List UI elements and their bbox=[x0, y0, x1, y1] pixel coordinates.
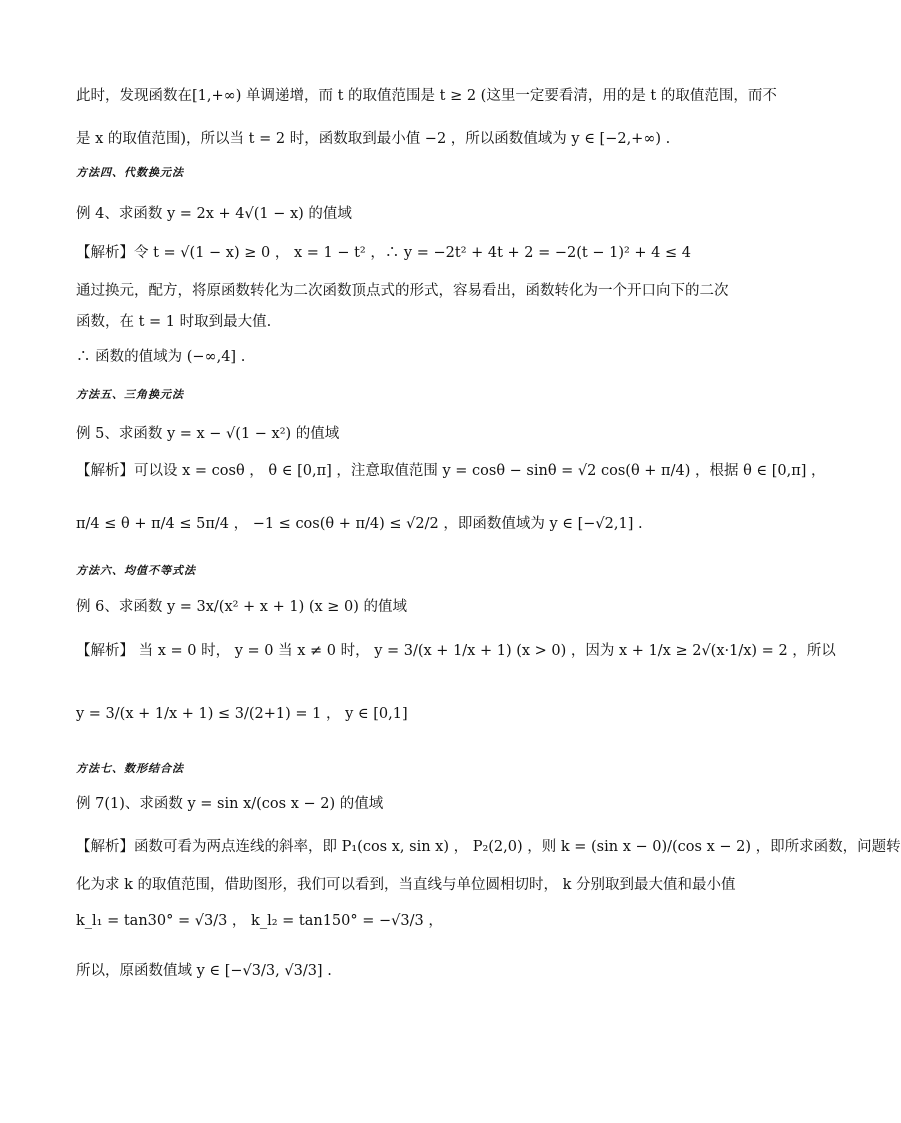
solution-6-line-1: 【解析】 当 x = 0 时， y = 0 当 x ≠ 0 时， y = 3/(x + 1/x + 1) (x > 0) ，因为 x + 1/x ≥ 2√(x·1/x) = 2 ，所以 bbox=[76, 643, 836, 659]
solution-4-line-3: 函数，在 t = 1 时取到最大值. bbox=[76, 314, 272, 330]
example-6: 例 6、求函数 y = 3x/(x² + x + 1) (x ≥ 0) 的值域 bbox=[76, 599, 408, 615]
solution-5-line-1: 【解析】可以设 x = cosθ ， θ ∈ [0,π] ，注意取值范围 y = cosθ − sinθ = √2 cos(θ + π/4) ，根据 θ ∈ [0,π] ， bbox=[76, 463, 826, 479]
example-7: 例 7(1)、求函数 y = sin x/(cos x − 2) 的值域 bbox=[76, 796, 384, 812]
solution-4-line-2: 通过换元，配方，将原函数转化为二次函数顶点式的形式，容易看出，函数转化为一个开口向下的二次 bbox=[76, 283, 729, 299]
solution-6-line-2: y = 3/(x + 1/x + 1) ≤ 3/(2+1) = 1 ， y ∈ [0,1] bbox=[76, 706, 408, 722]
method-7-heading: 方法七、数形结合法 bbox=[76, 762, 184, 775]
solution-7-line-1: 【解析】函数可看为两点连线的斜率，即 P₁(cos x, sin x) ， P₂(2,0) ，则 k = (sin x − 0)/(cos x − 2) ，即所求函数，问题转 bbox=[76, 839, 901, 855]
method-5-heading: 方法五、三角换元法 bbox=[76, 388, 184, 401]
text-line-1 bbox=[76, 85, 777, 107]
solution-7-conclusion: 所以，原函数值域 y ∈ [−√3/3, √3/3] . bbox=[76, 963, 332, 979]
example-4: 例 4、求函数 y = 2x + 4√(1 − x) 的值域 bbox=[76, 206, 352, 222]
solution-5-line-2: π/4 ≤ θ + π/4 ≤ 5π/4 ， −1 ≤ cos(θ + π/4) ≤ √2/2 ，即函数值域为 y ∈ [−√2,1] . bbox=[76, 516, 643, 532]
text-line-2 bbox=[76, 128, 738, 150]
solution-4-line-1: 【解析】令 t = √(1 − x) ≥ 0 ， x = 1 − t² ，∴ y = −2t² + 4t + 2 = −2(t − 1)² + 4 ≤ 4 bbox=[76, 245, 691, 261]
example-5: 例 5、求函数 y = x − √(1 − x²) 的值域 bbox=[76, 426, 340, 442]
solution-4-conclusion: ∴ 函数的值域为 (−∞,4] . bbox=[76, 349, 246, 365]
solution-7-line-3: k_l₁ = tan30° = √3/3 ， k_l₂ = tan150° = −√3/3 ， bbox=[76, 913, 443, 929]
line-1-text: 此时，发现函数在[1,+∞) 单调递增，而 t 的取值范围是 t ≥ 2 (这里一定要看清，用的是 t 的取值范围，而不 bbox=[76, 88, 777, 104]
method-4-heading: 方法四、代数换元法 bbox=[76, 166, 184, 179]
line-2-text: 是 x 的取值范围)，所以当 t = 2 时，函数取到最小值 −2 ，所以函数值域为 y ∈ [−2,+∞) . bbox=[76, 131, 671, 147]
method-6-heading: 方法六、均值不等式法 bbox=[76, 564, 196, 577]
solution-7-line-2: 化为求 k 的取值范围，借助图形，我们可以看到，当直线与单位圆相切时， k 分别取到最大值和最小值 bbox=[76, 877, 736, 893]
